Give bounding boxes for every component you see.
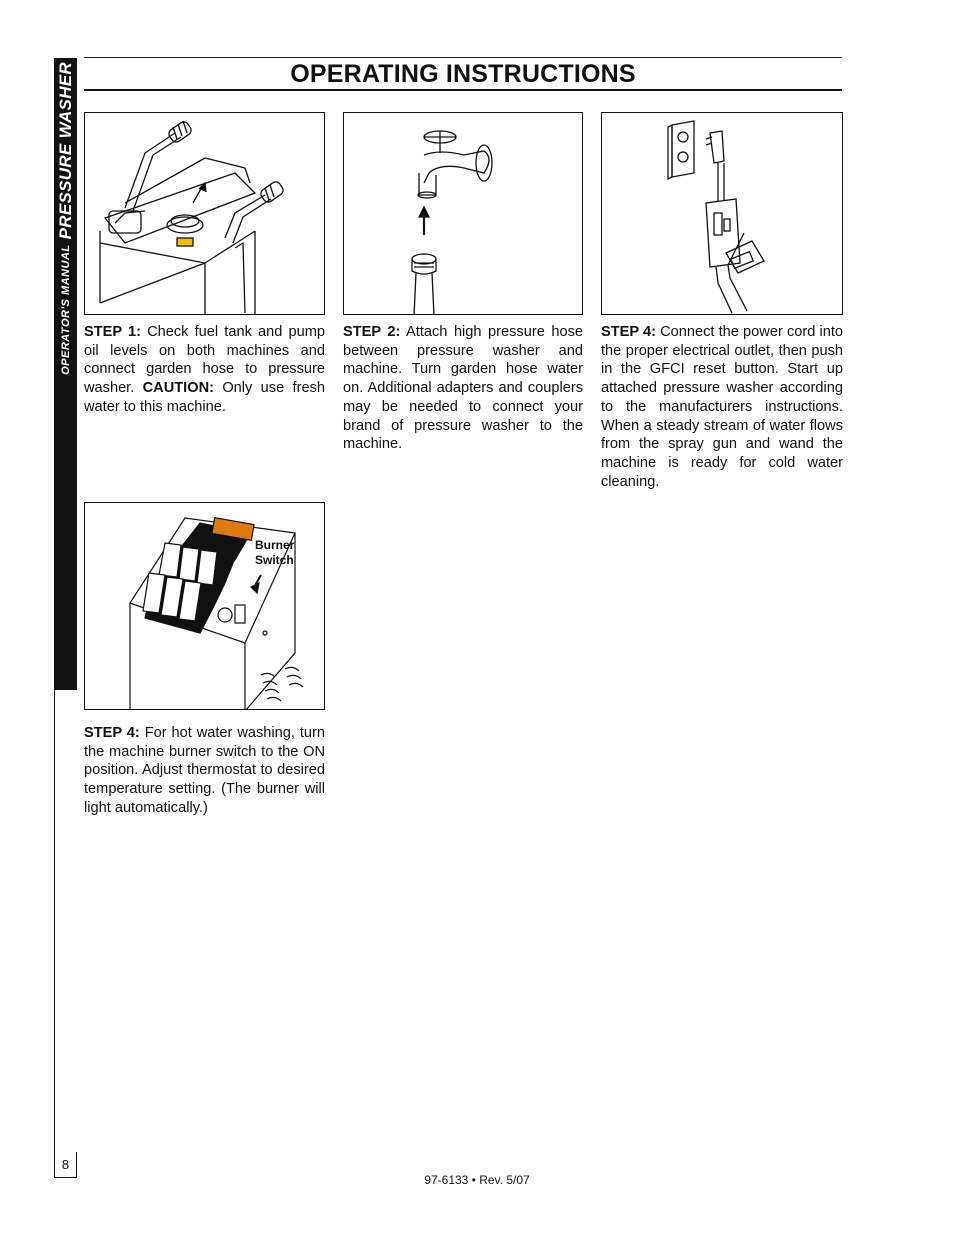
header-rule-top <box>84 57 842 58</box>
sidebar-manual-label: OPERATOR'S MANUAL <box>59 244 72 375</box>
page-number: 8 <box>54 1152 77 1178</box>
step-1-text: STEP 1: Check fuel tank and pump oil levels on both machines and connect garden hose to pressure washer. CAUTION: Only use fresh water to this machine. <box>84 324 325 415</box>
step-4-text: STEP 4: For hot water washing, turn the machine burner switch to the ON position. Adjust thermostat to desired temperature setting. (The burner will light automatically.) <box>84 725 325 816</box>
sidebar-product-label: PRESSURE WASHER <box>55 62 75 240</box>
step-2-label: STEP 2: <box>343 324 401 340</box>
step-4-label: STEP 4: <box>84 725 140 741</box>
sidebar-tab <box>54 58 77 690</box>
outlet-gfci-illustration <box>602 113 843 315</box>
control-panel-illustration <box>85 503 325 710</box>
sidebar-title <box>54 58 77 690</box>
footer-doc-number: 97-6133 • Rev. 5/07 <box>424 1173 530 1187</box>
sidebar-rule <box>54 690 55 1178</box>
figure-step-2 <box>343 112 583 315</box>
burner-switch-callout: Burner Switch <box>255 538 295 567</box>
step-3-text: STEP 4: Connect the power cord into the proper electrical outlet, then push in the GFCI reset button. Start up attached pressure washer according to the manufacturers instructions. When a steady stream of water flows from the spray gun and wand the machine is ready for cold water cleaning. <box>601 324 843 490</box>
step-3-label: STEP 4: <box>601 324 656 340</box>
step-1-label: STEP 1: <box>84 324 141 340</box>
caution-label: CAUTION: <box>142 380 214 397</box>
step-2-text: STEP 2: Attach high pressure hose between pressure washer and machine. Turn garden hose water on. Additional adapters and couplers may be needed to connect your brand of pressure washer to the machine. <box>343 324 583 453</box>
faucet-illustration <box>344 113 583 315</box>
figure-step-4 <box>84 502 325 710</box>
fuel-tank-illustration <box>85 113 325 315</box>
figure-step-1 <box>84 112 325 315</box>
header-rule-bottom <box>84 89 842 91</box>
figure-step-3 <box>601 112 843 315</box>
page-title: OPERATING INSTRUCTIONS <box>290 60 636 88</box>
